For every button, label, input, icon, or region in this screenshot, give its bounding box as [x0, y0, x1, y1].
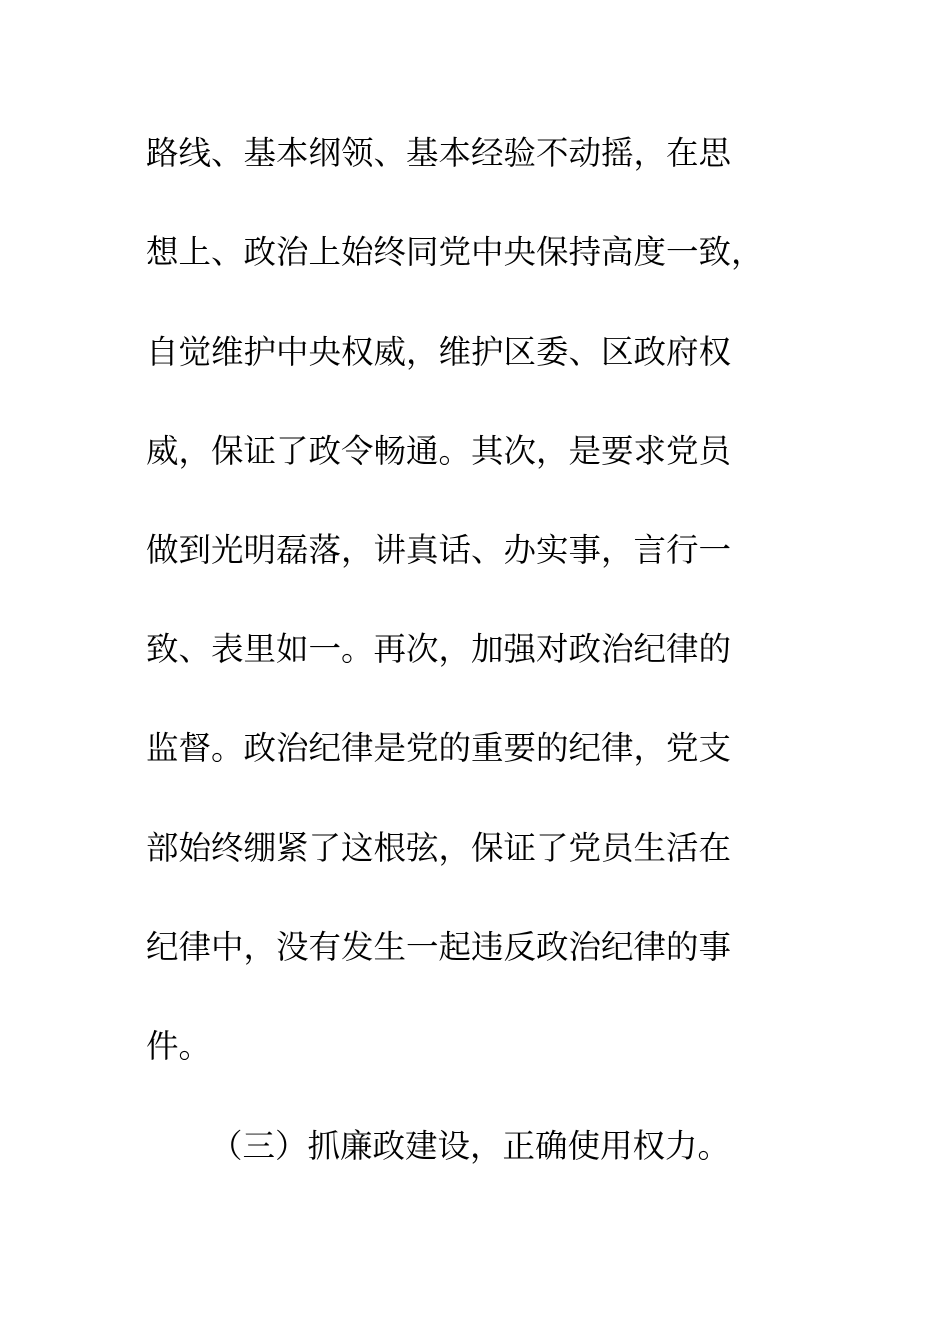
paragraph-line: 自觉维护中央权威，维护区委、区政府权: [146, 333, 732, 371]
paragraph-line: 纪律中，没有发生一起违反政治纪律的事: [146, 928, 732, 966]
paragraph-line: 做到光明磊落，讲真话、办实事，言行一: [146, 531, 732, 569]
paragraph-line: 想上、政治上始终同党中央保持高度一致，: [146, 233, 764, 271]
paragraph-line: 威，保证了政令畅通。其次，是要求党员: [146, 432, 732, 470]
paragraph-line: 部始终绷紧了这根弦，保证了党员生活在: [146, 829, 732, 867]
section-heading: （三）抓廉政建设，正确使用权力。: [210, 1127, 731, 1165]
paragraph-line: 路线、基本纲领、基本经验不动摇，在思: [146, 134, 732, 172]
paragraph-line: 件。: [146, 1027, 212, 1065]
paragraph-line: 致、表里如一。再次，加强对政治纪律的: [146, 630, 732, 668]
paragraph-line: 监督。政治纪律是党的重要的纪律，党支: [146, 729, 732, 767]
